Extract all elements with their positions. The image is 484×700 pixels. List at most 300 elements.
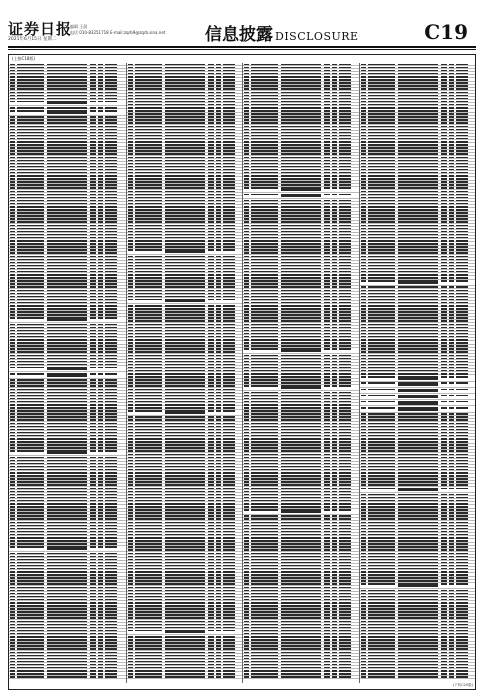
table-cell [98, 85, 103, 87]
table-cell [47, 497, 87, 499]
table-cell [251, 559, 278, 561]
table-cell [223, 240, 235, 242]
table-cell [281, 280, 321, 282]
table-cell [105, 574, 117, 576]
table-cell [105, 324, 117, 326]
table-cell [165, 141, 205, 143]
table-cell [98, 256, 103, 258]
table-cell [216, 172, 221, 174]
table-cell [135, 79, 162, 81]
table-cell [135, 438, 162, 440]
table-cell [47, 506, 87, 508]
table-cell [368, 345, 395, 347]
table-cell [105, 172, 117, 174]
table-cell [135, 577, 162, 579]
table-cell [361, 339, 366, 341]
table-cell [332, 314, 337, 316]
table-cell [449, 466, 454, 468]
table-cell [223, 336, 235, 338]
table-cell [441, 206, 447, 208]
table-cell [324, 522, 330, 524]
table-cell [223, 423, 235, 425]
table-cell [251, 562, 278, 564]
table-cell [90, 568, 96, 570]
table-cell [449, 172, 454, 174]
table-cell [332, 580, 337, 582]
table-cell [17, 132, 44, 134]
table-cell [339, 262, 351, 264]
table-cell [135, 444, 162, 446]
table-cell [223, 549, 235, 551]
table-cell [128, 141, 133, 143]
table-cell [135, 593, 162, 595]
table-cell [128, 70, 133, 72]
table-cell [165, 565, 205, 567]
table-cell [47, 178, 87, 180]
table-cell [208, 333, 214, 335]
table-cell [324, 339, 330, 341]
table-cell [128, 299, 133, 301]
table-cell [449, 231, 454, 233]
table-cell [135, 107, 162, 109]
table-cell [128, 577, 133, 579]
table-cell [339, 138, 351, 140]
table-cell [128, 497, 133, 499]
table-cell [10, 302, 15, 304]
table-cell [208, 262, 214, 264]
table-cell [17, 472, 44, 474]
table-cell [324, 187, 330, 189]
table-cell [216, 191, 221, 193]
table-cell [251, 243, 278, 245]
table-cell [368, 271, 395, 273]
table-cell [281, 252, 321, 254]
table-cell [128, 540, 133, 542]
table-cell [339, 333, 351, 335]
table-cell [90, 237, 96, 239]
table-cell [441, 293, 447, 295]
table-cell [128, 509, 133, 511]
table-cell [47, 642, 87, 644]
table-cell [128, 209, 133, 211]
table-cell [135, 546, 162, 548]
table-cell [449, 438, 454, 440]
table-cell [251, 361, 278, 363]
table-cell [98, 274, 103, 276]
table-cell [105, 587, 117, 589]
table-cell [281, 565, 321, 567]
table-cell [332, 528, 337, 530]
table-cell [332, 574, 337, 576]
table-cell [90, 116, 96, 118]
table-cell [165, 342, 205, 344]
table-cell [223, 568, 235, 570]
table-cell [216, 79, 221, 81]
table-cell [456, 206, 468, 208]
table-cell [216, 370, 221, 372]
table-cell [128, 200, 133, 202]
table-cell [216, 602, 221, 604]
table-cell [223, 330, 235, 332]
table-cell [10, 645, 15, 647]
table-cell [128, 574, 133, 576]
table-cell [251, 621, 278, 623]
table-cell [128, 419, 133, 421]
table-cell [105, 129, 117, 131]
table-cell [449, 407, 454, 409]
table-cell [324, 454, 330, 456]
table-cell [128, 522, 133, 524]
table-cell [324, 225, 330, 227]
table-cell [128, 463, 133, 465]
table-cell [398, 166, 438, 168]
table-cell [47, 670, 87, 672]
table-cell [324, 376, 330, 378]
table-cell [332, 187, 337, 189]
table-cell [244, 311, 249, 313]
table-cell [281, 506, 321, 508]
table-cell [165, 243, 205, 245]
table-cell [135, 475, 162, 477]
table-cell [47, 466, 87, 468]
table-cell [17, 221, 44, 223]
table-cell [251, 432, 278, 434]
table-cell [135, 206, 162, 208]
table-cell [216, 531, 221, 533]
table-cell [223, 658, 235, 660]
table-cell [105, 200, 117, 202]
table-cell [324, 361, 330, 363]
table-cell [47, 457, 87, 459]
table-cell [98, 639, 103, 641]
table-cell [449, 157, 454, 159]
table-cell [105, 259, 117, 261]
table-cell [332, 385, 337, 387]
table-cell [223, 132, 235, 134]
table-cell [98, 73, 103, 75]
table-cell [368, 243, 395, 245]
table-cell [128, 441, 133, 443]
table-cell [10, 577, 15, 579]
table-cell [47, 645, 87, 647]
masthead [0, 0, 484, 48]
table-cell [17, 280, 44, 282]
table-cell [105, 187, 117, 189]
table-cell [47, 617, 87, 619]
table-cell [47, 460, 87, 462]
table-cell [90, 481, 96, 483]
table-cell [47, 664, 87, 666]
table-cell [244, 583, 249, 585]
table-cell [47, 364, 87, 366]
table-cell [208, 308, 214, 310]
table-cell [339, 429, 351, 431]
table-cell [244, 549, 249, 551]
table-cell [17, 206, 44, 208]
table-cell [441, 311, 447, 313]
table-cell [128, 67, 133, 69]
table-cell [361, 373, 366, 375]
table-cell [128, 503, 133, 505]
table-cell [441, 475, 447, 477]
table-cell [128, 166, 133, 168]
table-cell [47, 191, 87, 193]
table-cell [165, 673, 205, 675]
table-cell [339, 624, 351, 626]
table-cell [332, 413, 337, 415]
table-cell [332, 593, 337, 595]
table-cell [244, 330, 249, 332]
table-cell [398, 271, 438, 273]
table-cell [90, 358, 96, 360]
table-cell [216, 478, 221, 480]
table-cell [441, 76, 447, 78]
table-cell [90, 184, 96, 186]
table-cell [10, 367, 15, 369]
table-cell [208, 658, 214, 660]
table-cell [98, 317, 103, 319]
table-cell [244, 540, 249, 542]
table-cell [244, 73, 249, 75]
table-cell [135, 621, 162, 623]
table-cell [128, 172, 133, 174]
table-cell [339, 311, 351, 313]
table-cell [17, 101, 44, 103]
table-cell [223, 135, 235, 137]
table-cell [368, 314, 395, 316]
table-cell [281, 633, 321, 635]
table-cell [398, 339, 438, 341]
table-cell [332, 243, 337, 245]
table-cell [223, 314, 235, 316]
table-cell [368, 225, 395, 227]
table-cell [332, 274, 337, 276]
table-cell [456, 457, 468, 459]
table-cell [244, 617, 249, 619]
table-cell [105, 385, 117, 387]
table-cell [251, 64, 278, 66]
table-cell [324, 358, 330, 360]
table-cell [332, 621, 337, 623]
table-cell [223, 228, 235, 230]
table-cell [332, 549, 337, 551]
table-cell [223, 283, 235, 285]
table-cell [216, 652, 221, 654]
table-cell [105, 249, 117, 251]
table-cell [135, 624, 162, 626]
table-cell [165, 88, 205, 90]
table-cell [135, 308, 162, 310]
table-cell [105, 441, 117, 443]
table-cell [361, 280, 366, 282]
table-cell [105, 147, 117, 149]
table-cell [98, 423, 103, 425]
section-title-cn: 信息披露 [205, 25, 273, 45]
table-cell [281, 444, 321, 446]
table-cell [456, 138, 468, 140]
table-cell [339, 491, 351, 493]
table-cell [244, 187, 249, 189]
table-cell [98, 330, 103, 332]
table-cell [47, 228, 87, 230]
table-cell [165, 157, 205, 159]
table-cell [10, 531, 15, 533]
table-cell [90, 265, 96, 267]
table-cell [368, 259, 395, 261]
table-cell [98, 537, 103, 539]
table-cell [456, 98, 468, 100]
table-cell [105, 327, 117, 329]
table-cell [251, 522, 278, 524]
table-cell [10, 534, 15, 536]
table-cell [441, 175, 447, 177]
table-cell [339, 330, 351, 332]
table-cell [208, 85, 214, 87]
table-cell [361, 129, 366, 131]
table-cell [216, 98, 221, 100]
table-cell [244, 277, 249, 279]
table-cell [244, 268, 249, 270]
table-cell [339, 608, 351, 610]
table-cell [10, 82, 15, 84]
table-cell [398, 172, 438, 174]
table-cell [223, 355, 235, 357]
table-cell [332, 432, 337, 434]
table-cell [90, 98, 96, 100]
table-cell [208, 512, 214, 514]
table-cell [251, 549, 278, 551]
table-cell [281, 206, 321, 208]
table-cell [216, 163, 221, 165]
table-cell [281, 518, 321, 520]
table-cell [332, 265, 337, 267]
table-cell [281, 605, 321, 607]
table-cell [208, 599, 214, 601]
table-cell [449, 268, 454, 270]
table-cell [208, 469, 214, 471]
table-cell [223, 187, 235, 189]
table-cell [324, 317, 330, 319]
table-cell [165, 385, 205, 387]
table-cell [281, 358, 321, 360]
table-cell [208, 407, 214, 409]
table-cell [361, 116, 366, 118]
table-cell [90, 209, 96, 211]
table-cell [449, 435, 454, 437]
table-cell [10, 218, 15, 220]
table-cell [47, 404, 87, 406]
table-cell [251, 67, 278, 69]
table-cell [98, 144, 103, 146]
table-cell [332, 296, 337, 298]
table-cell [251, 339, 278, 341]
table-cell [244, 500, 249, 502]
table-cell [17, 73, 44, 75]
table-cell [135, 70, 162, 72]
table-cell [128, 280, 133, 282]
table-cell [17, 252, 44, 254]
table-cell [223, 599, 235, 601]
table-cell [135, 534, 162, 536]
table-cell [244, 410, 249, 412]
table-cell [368, 256, 395, 258]
table-cell [361, 181, 366, 183]
table-cell [47, 361, 87, 363]
table-cell [398, 472, 438, 474]
table-cell [47, 246, 87, 248]
table-cell [208, 311, 214, 313]
table-cell [324, 571, 330, 573]
table-cell [368, 209, 395, 211]
table-cell [17, 423, 44, 425]
table-cell [98, 630, 103, 632]
table-cell [339, 88, 351, 90]
table-cell [456, 119, 468, 121]
table-cell [135, 237, 162, 239]
table-cell [47, 95, 87, 97]
table-cell [128, 240, 133, 242]
table-cell [223, 419, 235, 421]
table-cell [90, 494, 96, 496]
table-cell [324, 333, 330, 335]
table-cell [128, 599, 133, 601]
table-cell [398, 132, 438, 134]
table-cell [332, 268, 337, 270]
table-cell [216, 342, 221, 344]
table-cell [398, 197, 438, 199]
table-cell [368, 122, 395, 124]
table-cell [90, 249, 96, 251]
table-cell [441, 178, 447, 180]
table-cell [368, 389, 395, 391]
table-cell [398, 249, 438, 251]
table-cell [244, 441, 249, 443]
table-cell [10, 590, 15, 592]
table-cell [128, 64, 133, 66]
table-cell [165, 92, 205, 94]
table-cell [105, 256, 117, 258]
table-cell [398, 342, 438, 344]
table-cell [208, 454, 214, 456]
table-cell [244, 293, 249, 295]
table-cell [223, 608, 235, 610]
table-cell [128, 76, 133, 78]
table-cell [128, 481, 133, 483]
table-cell [449, 481, 454, 483]
table-cell [165, 286, 205, 288]
table-cell [398, 478, 438, 480]
table-cell [105, 348, 117, 350]
table-cell [105, 126, 117, 128]
table-cell [17, 608, 44, 610]
table-cell [441, 472, 447, 474]
table-cell [324, 528, 330, 530]
table-cell [47, 518, 87, 520]
table-cell [244, 518, 249, 520]
table-cell [98, 534, 103, 536]
table-cell [251, 101, 278, 103]
table-cell [98, 348, 103, 350]
table-cell [90, 633, 96, 635]
table-cell [47, 132, 87, 134]
table-cell [223, 630, 235, 632]
table-cell [361, 265, 366, 267]
table-cell [368, 262, 395, 264]
table-cell [17, 169, 44, 171]
table-cell [456, 268, 468, 270]
table-cell [456, 262, 468, 264]
table-cell [332, 126, 337, 128]
